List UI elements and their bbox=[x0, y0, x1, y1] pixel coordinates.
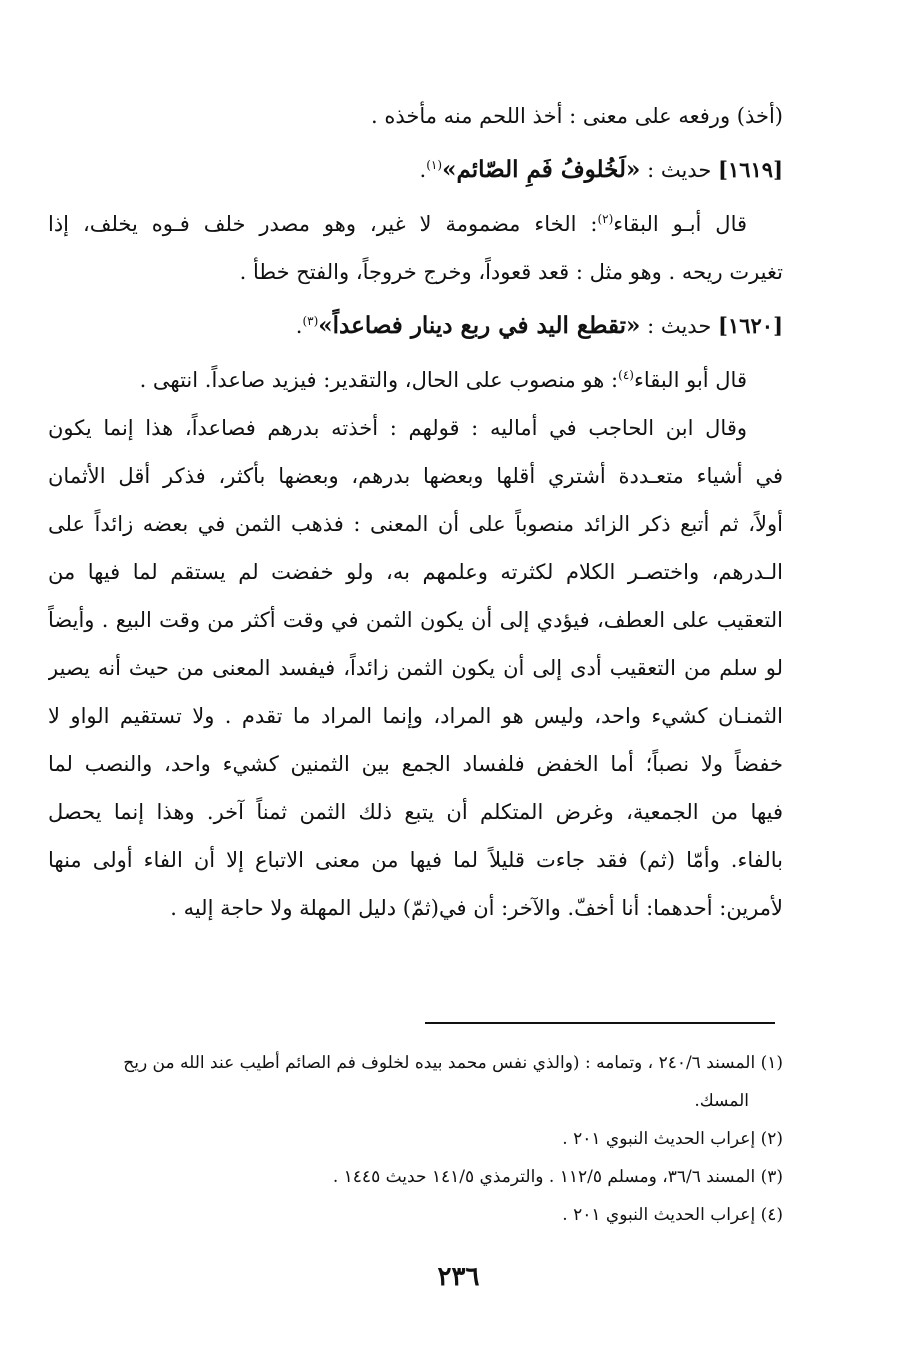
ibn-hajib-line: بالفاء. وأمّا (ثم) فقد جاءت قليلاً لما فيها من معنى الاتباع إلا أن الفاء أولى منها bbox=[48, 848, 783, 872]
ibn-hajib-line: لو سلم من التعقيب أدى إلى أن يكون الثمن زائداً، فيفسد المعنى من حيث أنه يصير bbox=[48, 656, 783, 680]
footnote-separator bbox=[425, 1022, 775, 1024]
intro-line: (أخذ) ورفعه على معنى : أخذ اللحم منه مأخذه . bbox=[370, 104, 783, 128]
footnote-ref: (١) bbox=[426, 158, 443, 172]
page-number: ٢٣٦ bbox=[437, 1262, 480, 1292]
abu-baqa-lead: قال أبـو البقاء bbox=[613, 212, 748, 236]
ibn-hajib-line: لأمرين: أحدهما: أنا أخفّ. والآخر: أن في(ثمّ) دليل المهلة ولا حاجة إليه . bbox=[170, 896, 783, 920]
hadith-number: [١٦١٩] bbox=[718, 157, 783, 182]
footnote-3: (٣) المسند ٣٦/٦، ومسلم ١١٢/٥ . والترمذي ١٤١/٥ حديث ١٤٤٥ . bbox=[332, 1167, 783, 1187]
abu-baqa-lead: قال أبو البقاء bbox=[633, 368, 747, 392]
footnote-2: (٢) إعراب الحديث النبوي ٢٠١ . bbox=[562, 1129, 783, 1149]
hadith-text: «لَخُلوفُ فَمِ الصّائم» bbox=[442, 156, 641, 183]
hadith-label: حديث : bbox=[647, 314, 712, 338]
abu-baqa-text: : هو منصوب على الحال، والتقدير: فيزيد صاعداً. انتهى . bbox=[139, 368, 619, 392]
ibn-hajib-line: فيها من الجمعية، وغرض المتكلم أن يتبع ذلك الثمن ثمناً آخر. وهذا إنما يحصل bbox=[48, 800, 783, 824]
abu-baqa-line-2: تغيرت ريحه . وهو مثل : قعد قعوداً، وخرج خروجاً، والفتح خطأ . bbox=[239, 260, 783, 284]
ibn-hajib-line: الثمنـان كشيء واحد، وليس هو المراد، وإنما المراد ما تقدم . ولا تستقيم الواو لا bbox=[48, 704, 783, 728]
ibn-hajib-line: أولاً، ثم أتبع ذكر الزائد منصوباً على أن المعنى : فذهب الثمن في بعضه زائداً على bbox=[48, 512, 783, 536]
ibn-hajib-line: وقال ابن الحاجب في أماليه : قولهم : أخذته بدرهم فصاعداً، هذا إنما يكون bbox=[48, 416, 747, 440]
ibn-hajib-line: التعقيب على العطف، فيؤدي إلى أن يكون الثمن في وقت أكثر من وقت البيع . وأيضاً bbox=[48, 608, 783, 632]
footnote-1: (١) المسند ٢٤٠/٦ ، وتمامه : (والذي نفس محمد بيده لخلوف فم الصائم أطيب عند الله من ريح bbox=[123, 1053, 783, 1073]
ibn-hajib-line: في أشياء متعـددة أشتري أقلها وبعضها بدرهم، وبعضها بأكثر، فذكر أقل الأثمان bbox=[48, 464, 783, 488]
hadith-1620: [١٦٢٠] حديث : «تقطع اليد في ربع دينار فصاعداً»$^{(٣)}$. bbox=[295, 312, 783, 339]
hadith-text: «تقطع اليد في ربع دينار فصاعداً» bbox=[318, 312, 641, 339]
footnote-ref: (٤) bbox=[618, 368, 634, 382]
footnote-ref: (٢) bbox=[597, 212, 614, 226]
hadith-number: [١٦٢٠] bbox=[718, 313, 783, 338]
hadith-label: حديث : bbox=[647, 158, 712, 182]
footnote-4: (٤) إعراب الحديث النبوي ٢٠١ . bbox=[562, 1205, 783, 1225]
footnotes bbox=[48, 1044, 783, 1234]
footnote-1-continued: المسك. bbox=[694, 1091, 749, 1111]
main-text bbox=[48, 92, 783, 932]
footnote-ref: (٣) bbox=[302, 314, 319, 328]
abu-baqa-text: : الخاء مضمومة لا غير، وهو مصدر خلف فـوه يخلف، إذا bbox=[48, 212, 598, 236]
hadith-1619: [١٦١٩] حديث : «لَخُلوفُ فَمِ الصّائم»$^{(١)}$. bbox=[419, 156, 783, 183]
ibn-hajib-line: خفضاً ولا نصباً؛ أما الخفض فلفساد الجمع بين الثمنين كشيء واحد، والنصب لما bbox=[48, 752, 783, 776]
ibn-hajib-line: الـدرهم، واختصـر الكلام لكثرته وعلمهم به، ولو خفضت لم يستقم لما فيها من bbox=[48, 560, 783, 584]
abu-baqa-line-1 bbox=[48, 200, 783, 248]
abu-baqa-2 bbox=[48, 356, 783, 404]
